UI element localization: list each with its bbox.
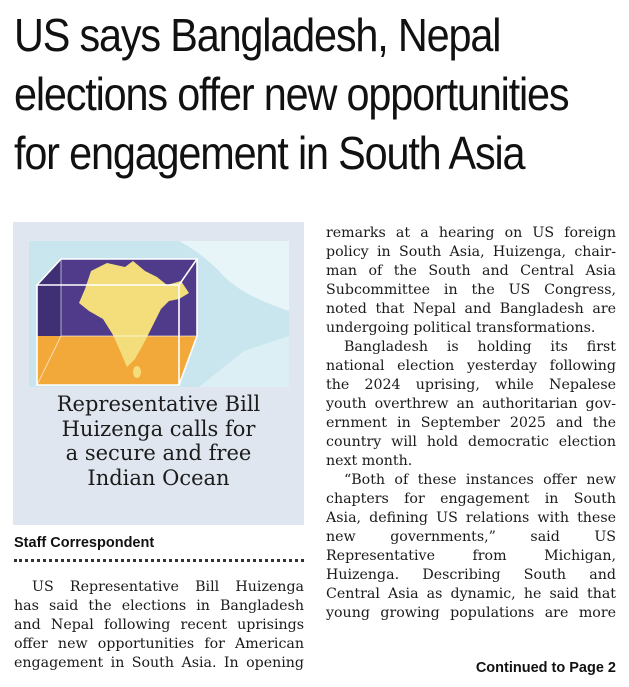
article-line: country will hold democratic election xyxy=(326,434,616,450)
article-line: has said the elections in Bangladesh xyxy=(14,598,304,614)
article-line: remarks at a hearing on US foreign xyxy=(326,225,616,241)
pull-quote-line: Huizenga calls for xyxy=(61,416,256,441)
article-line: policy in South Asia, Huizenga, chair- xyxy=(326,244,616,260)
article-line: engagement in South Asia. In opening xyxy=(14,655,304,671)
article-line: man of the South and Central Asia xyxy=(326,263,616,279)
headline-line: US says Bangladesh, Nepal xyxy=(14,9,501,61)
byline: Staff Correspondent xyxy=(14,535,155,551)
article-line: Central Asia as dynamic, he said that xyxy=(326,586,616,602)
article-line: noted that Nepal and Bangladesh are xyxy=(326,301,616,317)
article-line: offer new opportunities for American xyxy=(14,636,304,652)
article-line: Huizenga. Describing South and xyxy=(326,567,616,583)
south-asia-map-illustration xyxy=(29,241,289,387)
sri-lanka-island xyxy=(133,366,141,378)
article-line: Bangladesh is holding its first xyxy=(344,339,616,355)
headline-line: elections offer new opportunities xyxy=(14,68,569,120)
byline-divider xyxy=(14,559,304,562)
pull-quote-line: Indian Ocean xyxy=(87,465,230,490)
pull-quote-line: Representative Bill xyxy=(56,392,261,416)
article-line: national election yesterday following xyxy=(326,358,616,374)
article-column-left xyxy=(14,578,304,673)
pull-quote xyxy=(13,392,304,490)
pull-quote-box xyxy=(13,222,304,525)
article-line: young growing populations are more xyxy=(326,605,616,621)
article-line: ernment in September 2025 and the xyxy=(326,415,616,431)
article-line: next month. xyxy=(326,453,413,469)
article-line: chapters for engagement in South xyxy=(326,491,616,507)
article-line: Asia, defining US relations with these xyxy=(326,510,616,526)
article-line: and Nepal following recent uprisings xyxy=(14,617,304,633)
article-line: “Both of these instances offer new xyxy=(344,472,616,488)
article-line: undergoing political transformations. xyxy=(326,320,596,336)
article-line: youth overthrew an authoritarian gov- xyxy=(326,396,616,412)
article-line: the 2024 uprising, while Nepalese xyxy=(326,377,616,393)
continued-jump-line[interactable]: Continued to Page 2 xyxy=(475,660,616,676)
article-column-right xyxy=(326,224,616,623)
article-line: US Representative Bill Huizenga xyxy=(32,579,304,595)
article-line: new governments,” said US xyxy=(326,529,616,545)
headline-line: for engagement in South Asia xyxy=(14,127,525,179)
article-line: Subcommittee in the US Congress, xyxy=(326,282,616,298)
article-line: Representative from Michigan, xyxy=(326,548,616,564)
pull-quote-line: a secure and free xyxy=(65,441,252,465)
headline xyxy=(14,6,569,183)
